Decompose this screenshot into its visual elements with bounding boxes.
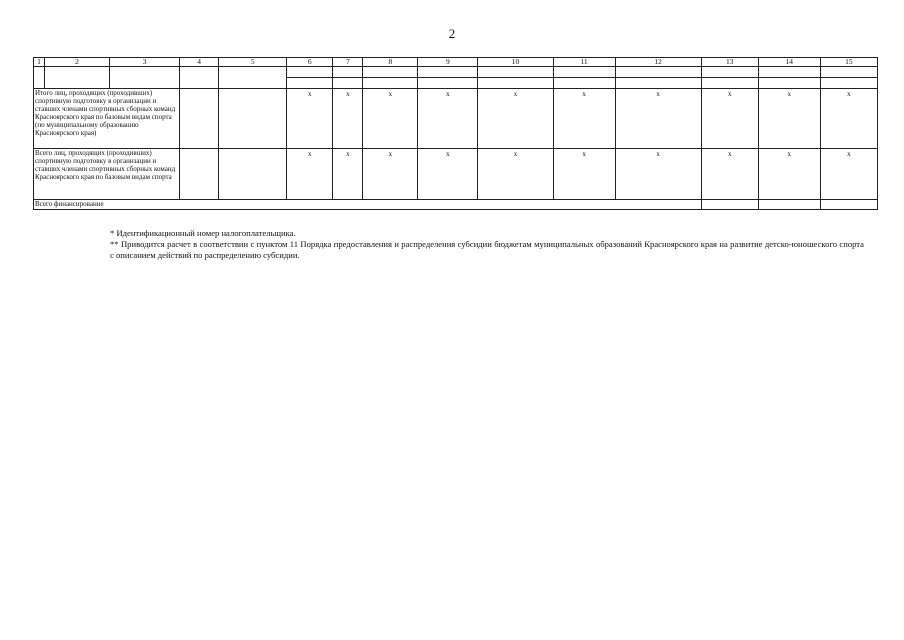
empty-cell [615,78,701,89]
col-number: 1 [34,58,45,67]
table-row [34,89,878,149]
table-row [34,200,878,210]
x-mark: x [363,89,418,149]
empty-cell [553,67,615,78]
col-number: 5 [219,58,287,67]
x-mark: x [418,89,478,149]
empty-cell [180,149,219,200]
empty-cell [333,67,363,78]
empty-cell [478,78,553,89]
empty-cell [553,78,615,89]
row-label: Всего финансирование [34,200,702,210]
col-number: 12 [615,58,701,67]
x-mark: x [758,89,820,149]
empty-cell [34,67,45,89]
x-mark: x [701,89,758,149]
x-mark: x [701,149,758,200]
col-number: 11 [553,58,615,67]
x-mark: x [615,149,701,200]
row-label: Итого лиц, проходящих (проходивших) спортивную подготовку в организации и ставших членами спортивных сборных команд Красноярского края по базовым видам спорта (по муниципальному образованию Красноярского края) [34,89,180,149]
x-mark: x [333,149,363,200]
col-number: 4 [180,58,219,67]
col-number: 15 [820,58,877,67]
col-number: 13 [701,58,758,67]
empty-cell [701,67,758,78]
row-label: Всего лиц, проходящих (проходивших) спортивную подготовку в организации и ставших членами спортивных сборных команд Красноярского края по базовым видам спорта [34,149,180,200]
footnote-inn: * Идентификационный номер налогоплательщика. [110,228,296,238]
x-mark: x [553,89,615,149]
empty-cell [615,67,701,78]
empty-cell [180,67,219,89]
x-mark: x [287,89,333,149]
column-number-row [34,58,878,67]
x-mark: x [820,149,877,200]
empty-cell [701,78,758,89]
col-number: 9 [418,58,478,67]
empty-cell [758,78,820,89]
x-mark: x [333,89,363,149]
col-number: 2 [45,58,110,67]
x-mark: x [418,149,478,200]
empty-cell [110,67,180,89]
col-number: 14 [758,58,820,67]
empty-cell [418,67,478,78]
empty-cell [287,67,333,78]
empty-cell [478,67,553,78]
empty-cell [180,89,219,149]
empty-cell [45,67,110,89]
empty-cell [219,89,287,149]
x-mark: x [758,149,820,200]
empty-cell [219,67,287,89]
footnote-calculation: ** Приводится расчет в соответствии с пунктом 11 Порядка предоставления и распределения субсидии бюджетам муниципальных образований Красноярского края на развитие детско-юношеского спорта с описанием действий по распределению субсидии. [110,239,864,260]
x-mark: x [287,149,333,200]
x-mark: x [820,89,877,149]
page-number: 2 [448,26,456,41]
empty-cell [333,78,363,89]
empty-row [34,67,878,78]
table-row [34,149,878,200]
empty-cell [701,200,758,210]
empty-cell [418,78,478,89]
empty-cell [820,67,877,78]
col-number: 8 [363,58,418,67]
empty-cell [219,149,287,200]
empty-cell [363,67,418,78]
empty-cell [820,78,877,89]
x-mark: x [478,89,553,149]
footnotes [72,228,864,261]
empty-cell [758,67,820,78]
empty-cell [758,200,820,210]
distribution-table [33,57,878,210]
x-mark: x [615,89,701,149]
x-mark: x [363,149,418,200]
col-number: 10 [478,58,553,67]
col-number: 6 [287,58,333,67]
col-number: 3 [110,58,180,67]
col-number: 7 [333,58,363,67]
x-mark: x [553,149,615,200]
empty-cell [363,78,418,89]
empty-cell [287,78,333,89]
x-mark: x [478,149,553,200]
empty-cell [820,200,877,210]
